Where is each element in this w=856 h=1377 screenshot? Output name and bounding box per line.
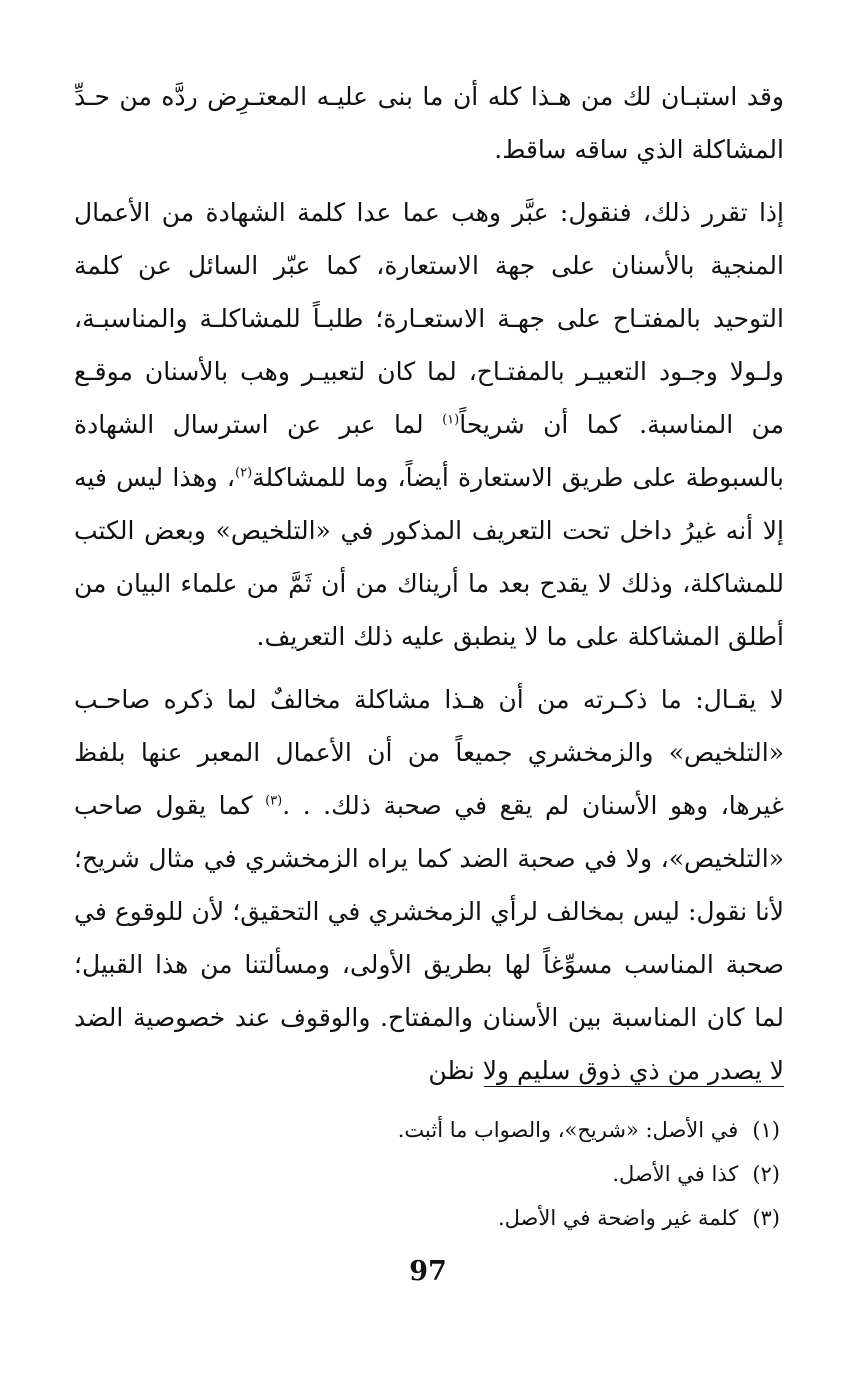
footnote-item	[74, 1152, 780, 1196]
main-text	[74, 70, 784, 1097]
footnote-number: (١)	[752, 1118, 780, 1142]
footnote-text: كذا في الأصل.	[612, 1162, 739, 1186]
paragraph-3-text-a: لا يقـال: ما ذكـرته من أن هـذا مشاكلة مخالفٌ لما ذكره صاحـب «التلخيص» والزمخشري جميعاً من أن الأعمال المعبر عنها بلفظ غيرها، وهو الأسنان لم يقع في صحبة ذلك. . .	[74, 685, 784, 820]
paragraph-2	[74, 186, 784, 663]
footnote-item	[74, 1108, 780, 1152]
footnote-ref-2: (٢)	[235, 465, 253, 481]
footnotes	[74, 1108, 780, 1240]
paragraph-2-text-b: لما عبر عن استرسال الشهادة بالسبوطة على طريق الاستعارة أيضاً، وما للمشاكلة	[74, 410, 784, 492]
paragraph-2-text-c: ، وهذا ليس فيه إلا أنه غيرُ داخل تحت التعريف المذكور في «التلخيص» وبعض الكتب للمشاكلة، وذلك لا يقدح بعد ما أريناك من أن ثَمَّ من علماء البيان من أطلق المشاكلة على ما لا ينطبق عليه ذلك التعريف.	[74, 463, 784, 651]
footnote-separator	[484, 1086, 784, 1087]
paragraph-1-text: وقد استبـان لك من هـذا كله أن ما بنى عليـه المعتـرِض ردَّه من حـدِّ المشاكلة الذي ساقه ساقط.	[74, 82, 784, 164]
footnote-ref-1: (١)	[442, 412, 460, 428]
page-number: 97	[409, 1256, 447, 1287]
footnote-ref-3: (٣)	[265, 793, 283, 809]
footnote-item	[74, 1196, 780, 1240]
paragraph-2-text-a: إذا تقرر ذلك، فنقول: عبَّر وهب عما عدا كلمة الشهادة من الأعمال المنجية بالأسنان على جهة الاستعارة، كما عبّر السائل عن كلمة التوحيد بالمفتـاح على جهـة الاستعـارة؛ طلبـاً للمشاكلـة والمناسبـة، ولـولا وجـود التعبيـر بالمفتـاح، لما كان لتعبيـر وهب بالأسنان موقـع من المناسبة. كما أن شريحاً	[74, 198, 784, 439]
footnote-number: (٢)	[752, 1162, 780, 1186]
paragraph-3	[74, 673, 784, 1097]
footnote-text: في الأصل: «شريح»، والصواب ما أثبت.	[397, 1118, 739, 1142]
paragraph-1	[74, 70, 784, 176]
footnote-number: (٣)	[752, 1206, 780, 1230]
paragraph-3-text-b: كما يقول صاحب «التلخيص»، ولا في صحبة الضد كما يراه الزمخشري في مثال شريح؛ لأنا نقول: ليس بمخالف لرأي الزمخشري في التحقيق؛ لأن للوقوع في صحبة المناسب مسوِّغاً لها بطريق الأولى، ومسألتنا من هذا القبيل؛ لما كان المناسبة بين الأسنان والمفتاح. والوقوف عند خصوصية الضد لا يصدر من ذي ذوق سليم ولا نظن	[74, 791, 784, 1085]
footnote-text: كلمة غير واضحة في الأصل.	[497, 1206, 739, 1230]
